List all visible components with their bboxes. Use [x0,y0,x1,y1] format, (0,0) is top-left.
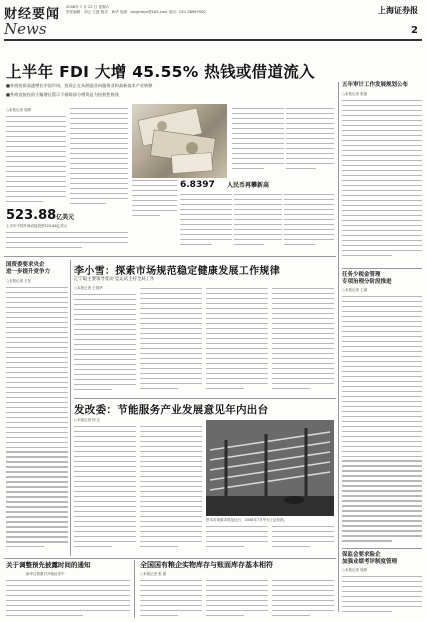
right-low-rule [342,548,422,549]
issue-date: 2008年 7 月 22 日 星期六 [66,5,110,9]
mid-text-col-4 [272,288,334,394]
right-mid-rule [342,268,422,269]
soe-byline: ○本报记者 王坚 [6,279,32,283]
lead-bullet-2: ■外商直接投资大幅增长暂示不排除部分增资是为投机性热钱 [6,92,119,97]
right-column-rule [338,82,339,612]
fdi-figure-caption: 上半年中国外商直接投资523.88亿美元 [6,224,68,228]
tax-text [342,296,422,546]
photo-side-text [132,180,177,224]
energy-text-col-3 [206,526,268,554]
mid-text-col-2 [140,288,202,394]
mid-subhead: 辽宁取主要领导变动 竞运试主持全局工作 [74,277,155,282]
audit-plan-byline: ○本报记者 张斌 [342,92,368,96]
mid-text-col-1 [74,294,136,394]
left-column-rule [70,260,71,556]
notice-source: 新华社郑重对开始征求中 [26,572,65,576]
paper-name: 上海证券报 [378,5,418,15]
energy-text-col-2 [140,426,202,552]
page-number: 2 [411,25,418,36]
lead-bullet-1: ■外商投资高速增长中国市场，投资正在从制造业向服务业和高新技术产业转移 [6,83,153,88]
energy-headline: 发改委：节能服务产业发展意见年内出台 [74,404,269,416]
lead-text-tail [6,232,128,252]
notice-text [6,580,130,618]
fdi-figure [6,208,74,223]
rmb-text-col-3 [284,194,334,252]
lead-text-col-3 [232,108,284,176]
lead-bottom-rule [4,256,336,257]
issue-meta [66,5,266,15]
audit-plan-text [342,100,422,264]
energy-top-rule [74,398,336,399]
grain-text-col-3 [272,580,334,618]
insurance-title: 保监会要求险企 加强业绩考评制度管理 [342,552,398,565]
insurance-text [342,576,422,618]
energy-text-col-4 [272,526,334,554]
energy-text-col-1 [74,426,136,552]
soe-title: 国资委要求央企 进一步提升竞争力 [6,262,51,275]
lead-text-col-4 [286,108,334,176]
mid-text-col-3 [206,288,268,394]
lead-text-col-2 [70,108,128,208]
rmb-text-col-2 [234,194,282,252]
photo-caption: 资本市场要求规范运行，2008年7月中旬上证综指。 [206,518,288,522]
lead-text-col-1 [6,116,66,208]
bottom-section-rule [4,558,336,559]
currency-photo [132,104,227,178]
fdi-figure-value: 523.88 [6,208,57,223]
rmb-text-col-1 [180,194,232,252]
notice-title: 关于调整预先披露时间的通知 [6,561,91,569]
mid-headline: 李小雪：探索市场规范稳定健康发展工作规律 [74,266,280,277]
editor-info: 责任编辑：刘云 王建 版式：黄华 电邮：qingmeys@163.com 电话：021-38967000 [66,10,206,14]
lead-headline: 上半年 FDI 大增 45.55% 热钱或借道流入 [6,63,315,81]
grain-text-col-1 [140,580,202,618]
soe-text [6,287,68,555]
rmb-title: 人民币再攀新高 [227,182,270,189]
fdi-figure-unit: 亿美元 [56,214,75,221]
lead-byline: ○本报记者 周婷 [6,108,32,112]
grain-text-col-2 [206,580,268,618]
grain-byline: ○本报记者 张 斌 [140,572,167,576]
tax-byline: ○本报记者 王斌 [342,288,368,292]
rmb-rate-value: 6.8397 [180,180,215,190]
section-title: 财经要闻 [4,7,61,22]
tax-title: 任务少税金管理 专项治理分阶段推进 [342,272,392,285]
bottom-rule-v [134,560,135,618]
grain-title: 全国国有粮企实物库存与账面库存基本相符 [140,561,273,569]
mid-byline: ○本报记者 王国华 [74,286,103,290]
audit-plan-title: 五年审计工作发展规划公布 [342,82,409,88]
energy-byline: ○本报记者 何 正 [74,418,101,422]
masthead [4,3,422,41]
insurance-byline: ○本报记者 周婷 [342,568,368,572]
rmb-number [180,180,215,190]
section-title-en: News [4,20,47,38]
factory-photo [206,420,334,516]
